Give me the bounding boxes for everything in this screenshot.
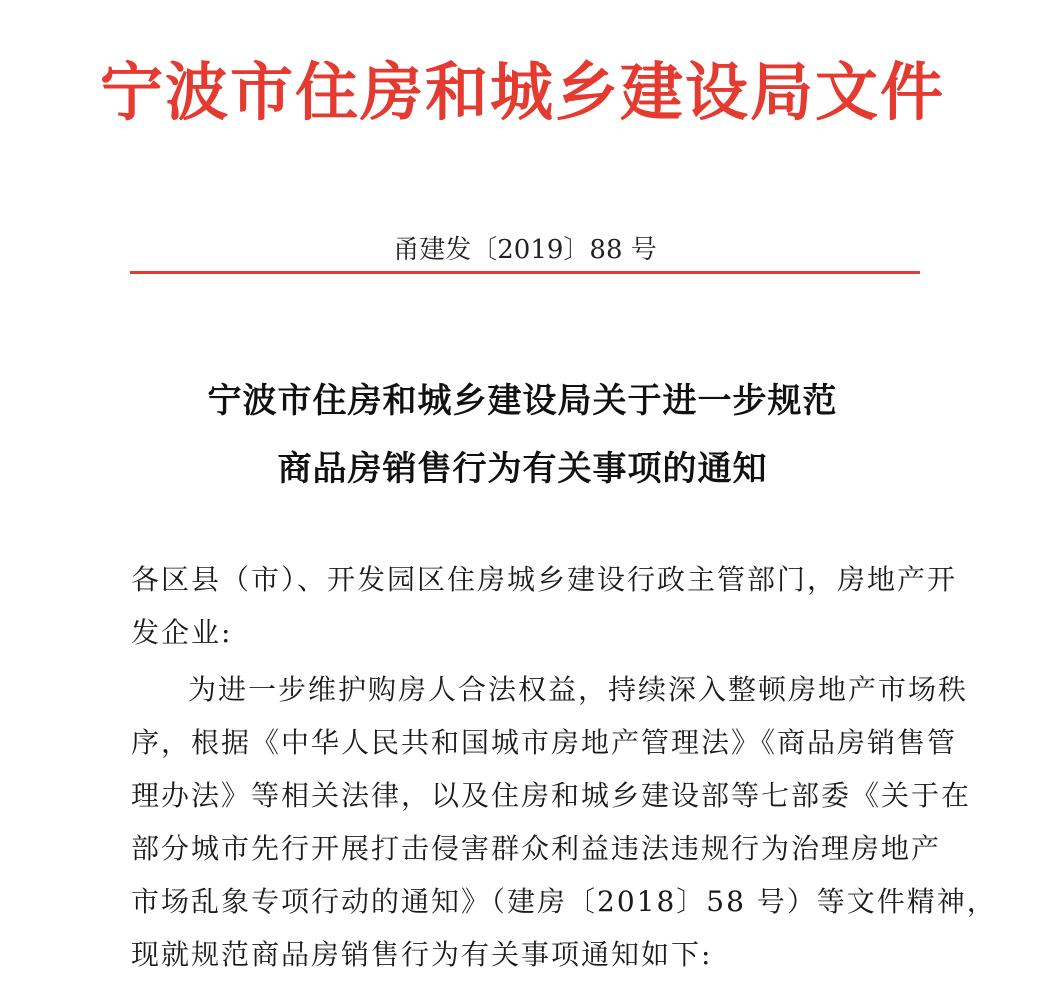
body-line: 现就规范商品房销售行为有关事项通知如下:: [131, 938, 713, 971]
notice-title-line-2: 商品房销售行为有关事项的通知: [277, 449, 768, 489]
body-line: 发企业:: [131, 616, 233, 649]
body-line: 市场乱象专项行动的通知》（建房〔2018〕58 号）等文件精神，: [131, 885, 997, 918]
red-divider-line: [130, 271, 920, 274]
body-line: 部分城市先行开展打击侵害群众利益违法违规行为治理房地产: [131, 832, 942, 865]
document-number: 甬建发〔2019〕88 号: [393, 235, 657, 265]
body-line: 理办法》等相关法律，以及住房和城乡建设部等七部委《关于在: [131, 779, 972, 812]
issuing-authority-title: 宁波市住房和城乡建设局文件: [100, 55, 945, 129]
body-line: 为进一步维护购房人合法权益，持续深入整顿房地产市场秩: [188, 673, 969, 706]
notice-title-line-1: 宁波市住房和城乡建设局关于进一步规范: [207, 381, 838, 421]
body-line: 序，根据《中华人民共和国城市房地产管理法》《商品房销售管: [131, 726, 958, 759]
body-line: 各区县（市）、开发园区住房城乡建设行政主管部门，房地产开: [131, 563, 958, 596]
